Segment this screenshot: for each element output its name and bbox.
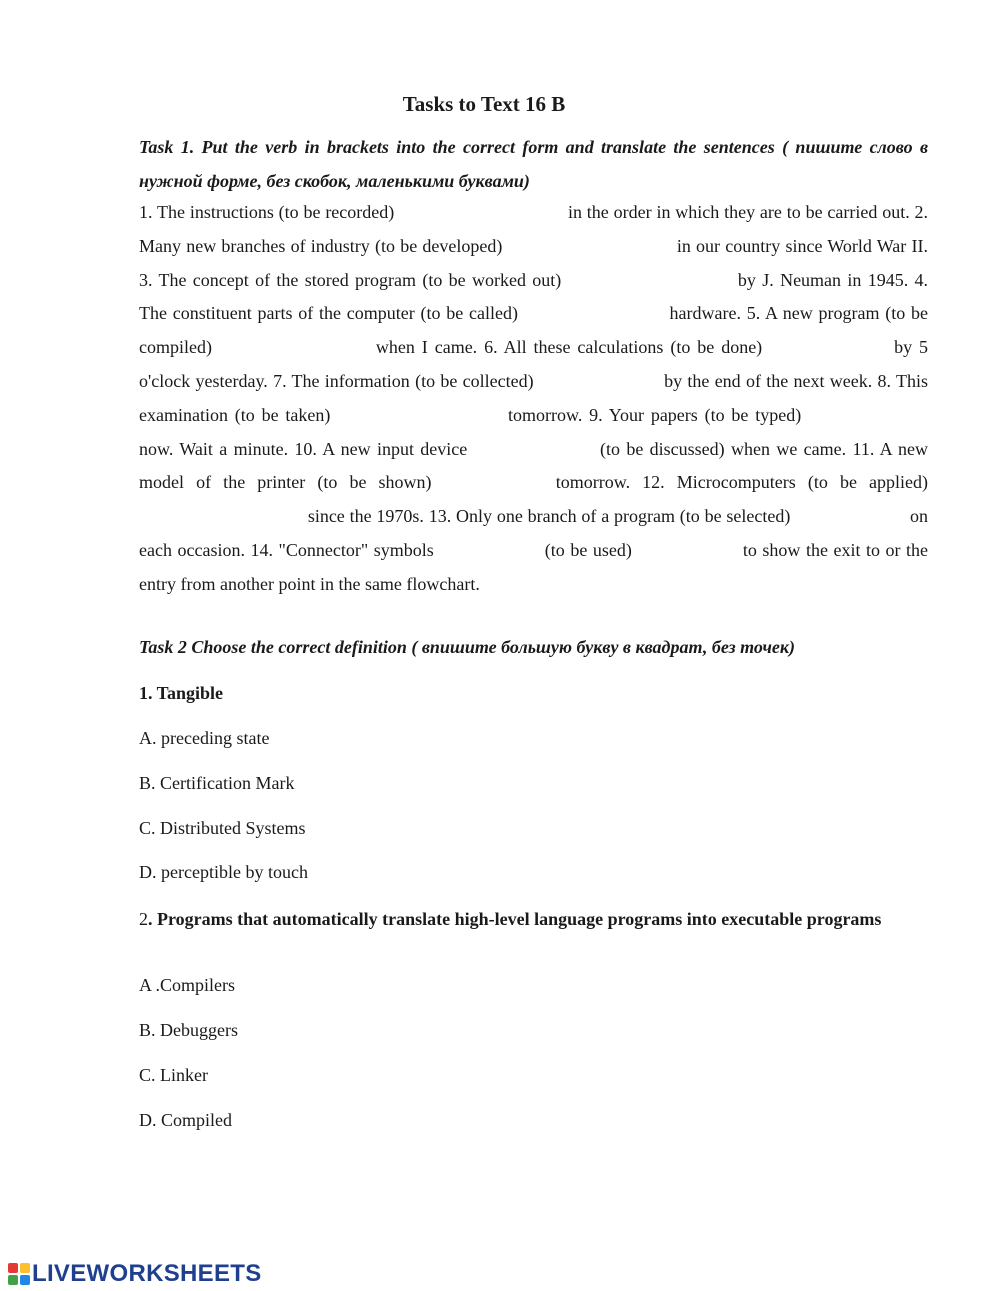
task1-segment: in the order in which they are to be carried out. 2. Many new branches of industry (to be developed): [139, 202, 929, 256]
answer-input-8[interactable]: [337, 415, 501, 433]
task1-segment: now. Wait a minute. 10. A new input device: [139, 438, 468, 459]
answer-input-5[interactable]: [219, 348, 369, 366]
liveworksheets-logo-icon: [8, 1263, 30, 1285]
task1-heading: Task 1. Put the verb in brackets into the correct form and translate the sentences ( пишите слово в нужной форме, без скобок, маленькими буквами): [139, 137, 928, 191]
task1-segment: tomorrow. 12. Microcomputers (to be applied): [555, 472, 929, 493]
logo-tile-4: [20, 1275, 30, 1285]
answer-input-11[interactable]: [444, 483, 544, 501]
answer-input-9[interactable]: [808, 415, 928, 433]
answer-input-14a[interactable]: [439, 550, 539, 568]
task2-heading: Task 2 Choose the correct definition ( впишите большую букву в квадрат, без точек): [139, 637, 796, 657]
answer-gap-10[interactable]: [474, 441, 594, 459]
answer-input-14[interactable]: [637, 550, 737, 568]
answer-gap-5[interactable]: [219, 340, 369, 358]
task1-segment: since the 1970s. 13. Only one branch of a program (to be selected): [307, 506, 791, 527]
answer-input-7[interactable]: [539, 381, 659, 399]
answer-gap-7[interactable]: [539, 374, 659, 392]
answer-gap-1[interactable]: [399, 205, 563, 223]
task1-segment: to show the exit to or the entry from another point in the same flowchart.: [139, 539, 929, 594]
answer-gap-4[interactable]: [524, 306, 664, 324]
task1-segment: on each occasion. 14. "Connector" symbols: [139, 506, 928, 560]
task1-segment: by 5 o'clock yesterday. 7. The information (to be collected): [139, 337, 928, 391]
answer-gap-8[interactable]: [337, 408, 501, 426]
answer-gap-2[interactable]: [508, 239, 672, 257]
answer-gap-14a[interactable]: [439, 543, 539, 561]
task1-segment: by J. Neuman in 1945. 4. The constituent parts of the computer (to be called): [139, 269, 929, 324]
task1-segment: (to be used): [544, 539, 632, 560]
q2-option-b: B. Debuggers: [139, 1020, 238, 1040]
answer-input-4[interactable]: [524, 314, 664, 332]
task1-text: [139, 196, 928, 602]
answer-gap-9[interactable]: [808, 408, 928, 426]
task1-segment: by the end of the next week. 8. This examination (to be taken): [139, 370, 928, 425]
answer-gap-3[interactable]: [568, 272, 732, 290]
q2-option-d: D. Compiled: [139, 1110, 232, 1130]
answer-input-12[interactable]: [139, 517, 303, 535]
q2-option-c: C. Linker: [139, 1065, 208, 1085]
q1-option-b: B. Certification Mark: [139, 773, 295, 793]
logo-text: LIVEWORKSHEETS: [32, 1260, 262, 1287]
question-2: [139, 908, 899, 931]
answer-input-6[interactable]: [769, 348, 887, 366]
liveworksheets-logo: [8, 1262, 262, 1286]
answer-input-2[interactable]: [508, 246, 672, 264]
task1-segment: (to be discussed) when we came. 11. A new model of the printer (to be shown): [139, 438, 929, 493]
question-2-text: . Programs that automatically translate high-level language programs into executable programs: [148, 909, 882, 929]
answer-gap-13[interactable]: [795, 509, 905, 527]
answer-gap-6[interactable]: [769, 340, 887, 358]
q2-option-a: A .Compilers: [139, 975, 236, 995]
q1-option-a: A. preceding state: [139, 728, 270, 748]
task1-segment: in our country since World War II. 3. The concept of the stored program (to be worked out): [139, 235, 928, 290]
q1-option-d: D. perceptible by touch: [139, 862, 308, 882]
answer-gap-12[interactable]: [139, 509, 303, 527]
logo-tile-1: [8, 1263, 18, 1273]
answer-input-3[interactable]: [568, 280, 732, 298]
question-2-number: 2: [139, 909, 148, 929]
task1-segment: tomorrow. 9. Your papers (to be typed): [508, 404, 802, 425]
q1-option-c: C. Distributed Systems: [139, 818, 306, 838]
logo-tile-2: [20, 1263, 30, 1273]
answer-gap-14[interactable]: [637, 543, 737, 561]
answer-input-10[interactable]: [474, 449, 594, 467]
answer-gap-11[interactable]: [444, 475, 544, 493]
page-title: Tasks to Text 16 B: [402, 92, 566, 116]
answer-input-1[interactable]: [399, 212, 563, 230]
logo-tile-3: [8, 1275, 18, 1285]
task1-segment: when I came. 6. All these calculations (to be done): [375, 337, 763, 358]
question-1: 1. Tangible: [139, 683, 224, 703]
task1-segment: 1. The instructions (to be recorded): [139, 202, 395, 222]
answer-input-13[interactable]: [795, 517, 905, 535]
task1-segment: hardware. 5. A new program (to be compiled): [139, 303, 929, 358]
